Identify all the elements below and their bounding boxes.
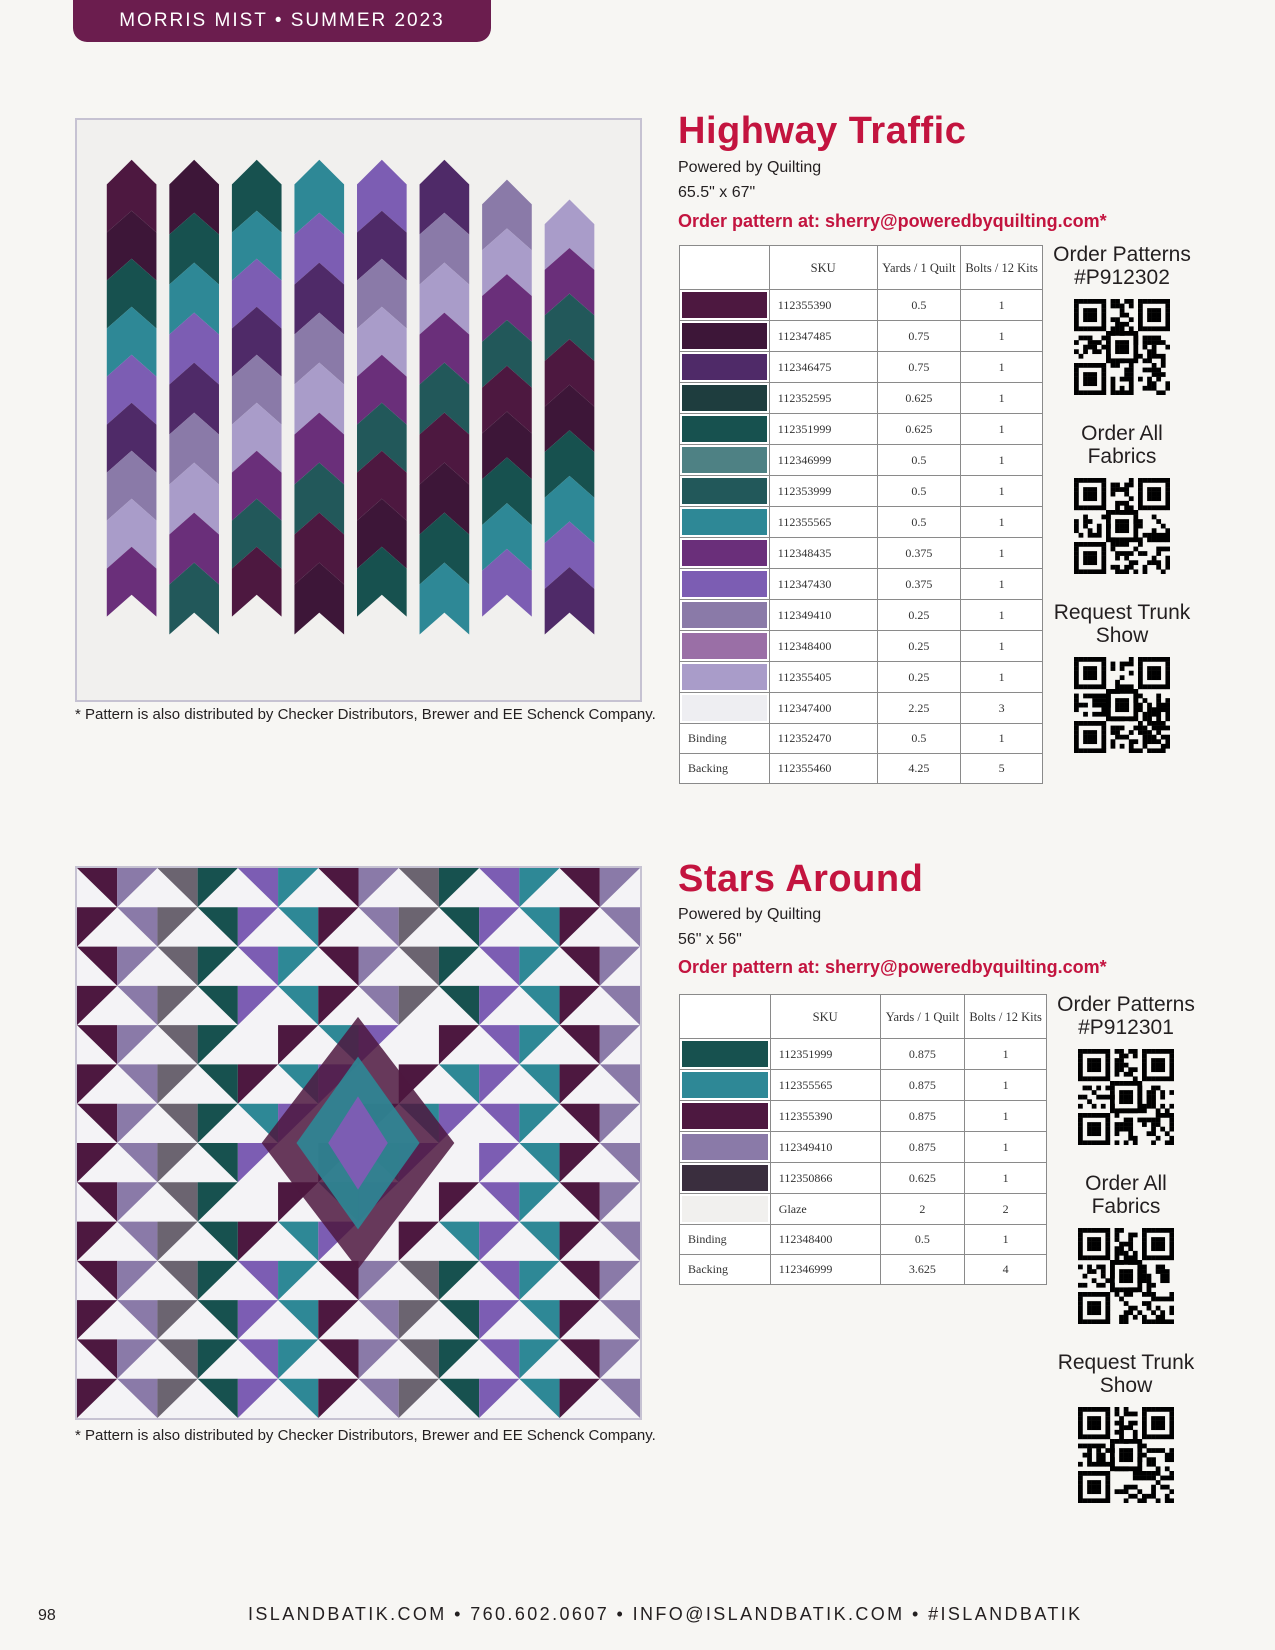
page-number: 98 — [38, 1607, 56, 1624]
yards-cell: 2.25 — [877, 693, 961, 724]
table-row — [680, 662, 1043, 693]
footer-contact: ISLANDBATIK.COM • 760.602.0607 • INFO@ISLANDBATIK.COM • #ISLANDBATIK — [248, 1604, 1083, 1624]
qr-code-icon[interactable] — [1078, 1228, 1174, 1324]
sku-header: SKU — [769, 246, 877, 290]
fabric-swatch — [680, 414, 770, 445]
bolts-cell: 1 — [961, 383, 1043, 414]
stars-around-quilt-image — [75, 866, 642, 1420]
fabric-swatch — [680, 1101, 771, 1132]
swatch-header — [680, 246, 770, 290]
bolts-cell: 1 — [965, 1101, 1047, 1132]
bolts-cell: 3 — [961, 693, 1043, 724]
chevron-strip — [107, 160, 157, 617]
table-row — [680, 1039, 1047, 1070]
qr-code-icon[interactable] — [1074, 478, 1170, 574]
fabric-swatch — [680, 1070, 771, 1101]
table-row — [680, 507, 1043, 538]
table-header-row — [680, 246, 1043, 290]
table-row — [680, 600, 1043, 631]
swatch-color — [682, 323, 767, 349]
yards-cell: 0.25 — [877, 662, 961, 693]
yards-cell: 3.625 — [880, 1255, 965, 1285]
yards-cell: 4.25 — [877, 754, 961, 784]
chevron-strip — [357, 160, 407, 617]
swatch-color — [682, 292, 767, 318]
sku-cell: 112352470 — [769, 724, 877, 754]
swatch-color — [682, 478, 767, 504]
product-title: Stars Around — [678, 858, 924, 900]
fabric-swatch — [680, 507, 770, 538]
swatch-color — [682, 664, 767, 690]
fabric-swatch — [680, 600, 770, 631]
fabric-swatch — [680, 1194, 771, 1225]
table-row — [680, 693, 1043, 724]
swatch-color — [682, 385, 767, 411]
swatch-color — [682, 416, 767, 442]
swatch-color — [682, 1134, 768, 1160]
fabric-swatch — [680, 352, 770, 383]
chevron-strip — [169, 160, 219, 635]
yards-cell: 0.625 — [877, 383, 961, 414]
bolts-cell: 1 — [961, 352, 1043, 383]
swatch-color — [682, 633, 767, 659]
sku-cell: 112346475 — [769, 352, 877, 383]
highway-traffic-quilt-image — [75, 118, 642, 702]
qr-code-icon[interactable] — [1078, 1049, 1174, 1145]
fabric-table — [679, 994, 1047, 1285]
yards-cell: 0.625 — [880, 1163, 965, 1194]
table-row — [680, 1163, 1047, 1194]
sku-cell: 112348435 — [769, 538, 877, 569]
bolts-cell: 1 — [965, 1163, 1047, 1194]
swatch-color — [682, 602, 767, 628]
swatch-color — [682, 1072, 768, 1098]
bolts-cell: 1 — [961, 662, 1043, 693]
yards-header: Yards / 1 Quilt — [880, 995, 965, 1039]
yards-cell: 0.875 — [880, 1039, 965, 1070]
bolts-cell: 1 — [961, 724, 1043, 754]
yards-cell: 0.375 — [877, 569, 961, 600]
yards-cell: 0.5 — [877, 507, 961, 538]
sku-cell: 112349410 — [770, 1132, 880, 1163]
row-label: Backing — [680, 1255, 771, 1285]
bolts-cell: 1 — [961, 538, 1043, 569]
sku-cell: 112355565 — [770, 1070, 880, 1101]
bolts-cell: 1 — [961, 600, 1043, 631]
bolts-cell: 1 — [965, 1225, 1047, 1255]
fabric-swatch — [680, 476, 770, 507]
bolts-cell: 1 — [961, 445, 1043, 476]
bolts-cell: 1 — [965, 1070, 1047, 1101]
table-row — [680, 538, 1043, 569]
fabric-swatch — [680, 383, 770, 414]
qr-code-icon[interactable] — [1078, 1407, 1174, 1503]
sku-cell: 112355565 — [769, 507, 877, 538]
qr-label: Order All Fabrics — [1085, 1172, 1167, 1218]
table-row — [680, 1070, 1047, 1101]
quilt-size: 65.5" x 67" — [678, 184, 756, 201]
qr-label: Order Patterns #P912301 — [1057, 993, 1195, 1039]
order-pattern-email[interactable]: Order pattern at: sherry@poweredbyquilting.com* — [678, 211, 1107, 231]
table-row — [680, 414, 1043, 445]
fabric-swatch — [680, 321, 770, 352]
yards-cell: 0.25 — [877, 600, 961, 631]
sku-cell: 112348400 — [769, 631, 877, 662]
fabric-swatch — [680, 1163, 771, 1194]
table-row — [680, 476, 1043, 507]
fabric-swatch — [680, 569, 770, 600]
table-row — [680, 1225, 1047, 1255]
yards-cell: 0.5 — [877, 290, 961, 321]
swatch-color — [682, 1196, 768, 1222]
table-header-row — [680, 995, 1047, 1039]
sku-cell: 112355390 — [770, 1101, 880, 1132]
bolts-header: Bolts / 12 Kits — [961, 246, 1043, 290]
sku-cell: 112346999 — [769, 445, 877, 476]
fabric-swatch — [680, 290, 770, 321]
sku-cell: 112355460 — [769, 754, 877, 784]
yards-cell: 0.625 — [877, 414, 961, 445]
sku-cell: 112351999 — [770, 1039, 880, 1070]
swatch-color — [682, 1165, 768, 1191]
table-row — [680, 290, 1043, 321]
bolts-cell: 2 — [965, 1194, 1047, 1225]
table-row — [680, 1101, 1047, 1132]
footnote: * Pattern is also distributed by Checker Distributors, Brewer and EE Schenck Company. — [75, 706, 656, 723]
sku-cell: 112351999 — [769, 414, 877, 445]
sku-cell: 112350866 — [770, 1163, 880, 1194]
designer: Powered by Quilting — [678, 906, 822, 923]
fabric-swatch — [680, 1039, 771, 1070]
swatch-color — [682, 571, 767, 597]
fabric-swatch — [680, 693, 770, 724]
swatch-color — [682, 354, 767, 380]
product-title: Highway Traffic — [678, 110, 967, 152]
table-row — [680, 445, 1043, 476]
sku-cell: 112352595 — [769, 383, 877, 414]
qr-label: Order Patterns #P912302 — [1053, 243, 1191, 289]
fabric-swatch — [680, 538, 770, 569]
fabric-swatch — [680, 662, 770, 693]
yards-cell: 0.5 — [877, 724, 961, 754]
yards-cell: 0.5 — [877, 445, 961, 476]
swatch-header — [680, 995, 771, 1039]
qr-label: Order All Fabrics — [1081, 422, 1163, 468]
sku-cell: 112346999 — [770, 1255, 880, 1285]
bolts-cell: 4 — [965, 1255, 1047, 1285]
bolts-cell: 1 — [961, 507, 1043, 538]
sku-cell: 112348400 — [770, 1225, 880, 1255]
yards-cell: 0.5 — [877, 476, 961, 507]
table-row — [680, 631, 1043, 662]
fabric-swatch — [680, 631, 770, 662]
bolts-cell: 1 — [961, 631, 1043, 662]
swatch-color — [682, 1041, 768, 1067]
qr-column — [1052, 243, 1192, 780]
qr-code-icon[interactable] — [1074, 657, 1170, 753]
sku-cell: 112347400 — [769, 693, 877, 724]
sku-cell: 112349410 — [769, 600, 877, 631]
sku-cell: Glaze — [770, 1194, 880, 1225]
chevron-strip — [482, 180, 532, 617]
yards-cell: 0.375 — [877, 538, 961, 569]
bolts-cell: 1 — [961, 414, 1043, 445]
table-row — [680, 352, 1043, 383]
bolts-cell: 5 — [961, 754, 1043, 784]
yards-cell: 0.875 — [880, 1132, 965, 1163]
qr-label: Request Trunk Show — [1053, 601, 1191, 647]
qr-label: Request Trunk Show — [1057, 1351, 1195, 1397]
swatch-color — [682, 509, 767, 535]
yards-cell: 0.75 — [877, 352, 961, 383]
sku-cell: 112347430 — [769, 569, 877, 600]
swatch-color — [682, 540, 767, 566]
quilt-size: 56" x 56" — [678, 931, 742, 948]
table-row — [680, 569, 1043, 600]
sku-cell: 112353999 — [769, 476, 877, 507]
yards-cell: 2 — [880, 1194, 965, 1225]
bolts-cell: 1 — [961, 476, 1043, 507]
chevron-strip — [545, 199, 595, 634]
header-tab: MORRIS MIST • SUMMER 2023 — [73, 0, 491, 42]
table-row — [680, 724, 1043, 754]
yards-cell: 0.875 — [880, 1101, 965, 1132]
bolts-cell: 1 — [961, 321, 1043, 352]
sku-cell: 112355390 — [769, 290, 877, 321]
yards-cell: 0.875 — [880, 1070, 965, 1101]
table-row — [680, 1132, 1047, 1163]
yards-cell: 0.75 — [877, 321, 961, 352]
sku-cell: 112347485 — [769, 321, 877, 352]
footnote: * Pattern is also distributed by Checker Distributors, Brewer and EE Schenck Company. — [75, 1427, 656, 1444]
fabric-swatch — [680, 1132, 771, 1163]
swatch-color — [682, 695, 767, 721]
table-row — [680, 1194, 1047, 1225]
bolts-cell: 1 — [965, 1039, 1047, 1070]
table-row — [680, 321, 1043, 352]
swatch-color — [682, 1103, 768, 1129]
chevron-strip — [294, 160, 344, 635]
qr-column — [1056, 993, 1196, 1530]
bolts-cell: 1 — [961, 290, 1043, 321]
qr-code-icon[interactable] — [1074, 299, 1170, 395]
yards-cell: 0.5 — [880, 1225, 965, 1255]
row-label: Backing — [680, 754, 770, 784]
table-row — [680, 383, 1043, 414]
table-row — [680, 1255, 1047, 1285]
yards-header: Yards / 1 Quilt — [877, 246, 961, 290]
bolts-cell: 1 — [965, 1132, 1047, 1163]
designer: Powered by Quilting — [678, 159, 822, 176]
chevron-strip — [232, 160, 282, 617]
row-label: Binding — [680, 724, 770, 754]
fabric-swatch — [680, 445, 770, 476]
row-label: Binding — [680, 1225, 771, 1255]
table-row — [680, 754, 1043, 784]
swatch-color — [682, 447, 767, 473]
fabric-table — [679, 245, 1043, 784]
yards-cell: 0.25 — [877, 631, 961, 662]
chevron-strip — [420, 160, 470, 635]
sku-cell: 112355405 — [769, 662, 877, 693]
order-pattern-email[interactable]: Order pattern at: sherry@poweredbyquilting.com* — [678, 957, 1107, 977]
sku-header: SKU — [770, 995, 880, 1039]
bolts-header: Bolts / 12 Kits — [965, 995, 1047, 1039]
bolts-cell: 1 — [961, 569, 1043, 600]
